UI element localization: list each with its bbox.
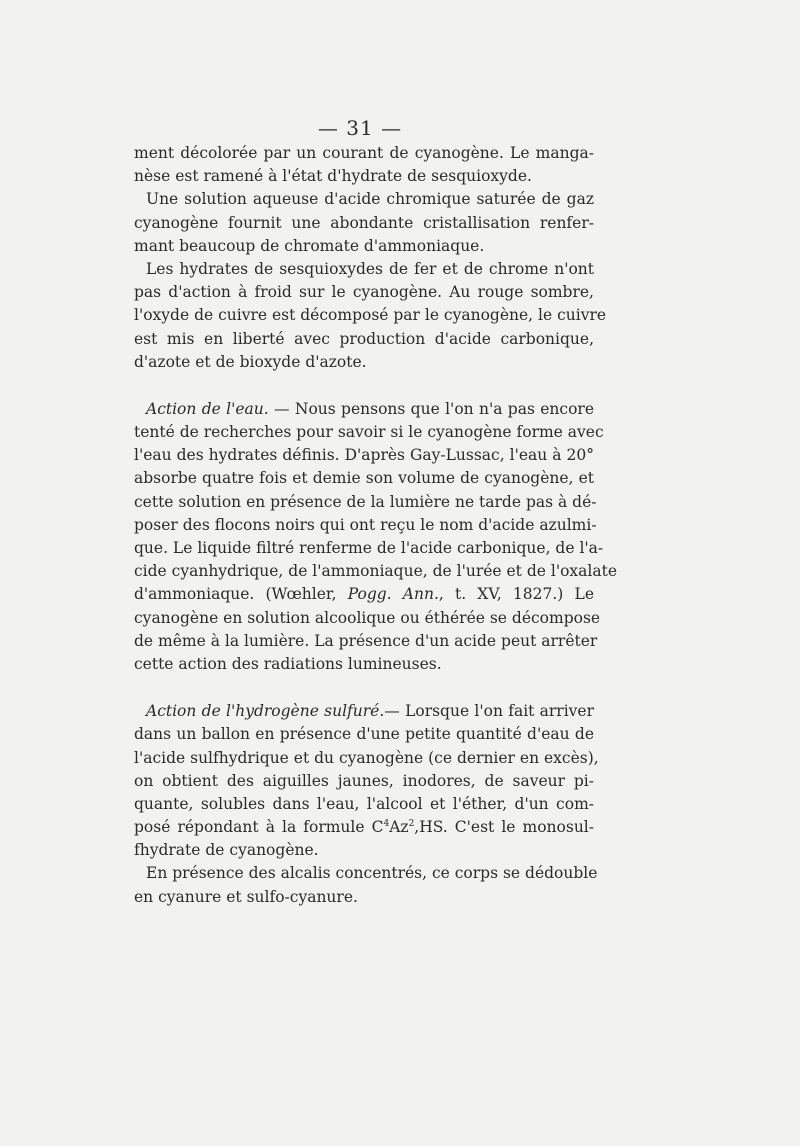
text-line: quante, solubles dans l'eau, l'alcool et l'éther, d'un com- <box>134 794 594 813</box>
text-line: cyanogène fournit une abondante cristallisation renfer- <box>134 213 594 232</box>
text-line: fhydrate de cyanogène. <box>134 841 319 860</box>
text-line: absorbe quatre fois et demie son volume de cyanogène, et <box>134 469 594 488</box>
journal-citation: Pogg. Ann. <box>347 585 439 604</box>
text-line <box>134 816 594 839</box>
text-line: dans un ballon en présence d'une petite quantité d'eau de <box>134 725 594 744</box>
text-line: cide cyanhydrique, de l'ammoniaque, de l'urée et de l'oxalate <box>134 562 617 581</box>
text-fragment: posé répondant à la formule C <box>134 818 384 837</box>
text-line: l'oxyde de cuivre est décomposé par le cyanogène, le cuivre <box>134 306 607 325</box>
paragraph-gap <box>134 374 594 398</box>
text-fragment: d'ammoniaque. (Wœhler, <box>134 585 348 604</box>
text-fragment: , t. XV, 1827.) Le <box>438 585 594 604</box>
text-line <box>134 583 594 606</box>
text-line: poser des flocons noirs qui ont reçu le nom d'acide azulmi- <box>134 515 597 534</box>
formula-fragment: Az <box>389 818 409 837</box>
text-line: En présence des alcalis concentrés, ce corps se dédouble <box>146 864 598 883</box>
text-line: de même à la lumière. La présence d'un acide peut arrêter <box>134 631 598 650</box>
formula-superscript: 4 <box>383 818 390 829</box>
text-line: Les hydrates de sesquioxydes de fer et de chrome n'ont <box>146 259 594 278</box>
text-fragment: ,HS. C'est le monosul- <box>414 818 594 837</box>
paragraph-gap <box>134 676 594 700</box>
page-number: — 31 — <box>317 116 403 140</box>
text-line: nèse est ramené à l'état d'hydrate de sesquioxyde. <box>134 167 532 186</box>
section-heading: Action de l'eau. <box>146 399 269 418</box>
text-line: que. Le liquide filtré renferme de l'acide carbonique, de l'a- <box>134 539 604 557</box>
body-text <box>134 142 617 909</box>
text-line: d'azote et de bioxyde d'azote. <box>134 352 367 371</box>
text-line: cette action des radiations lumineuses. <box>134 654 442 673</box>
text-line: en cyanure et sulfo-cyanure. <box>134 887 358 906</box>
text-line: mant beaucoup de chromate d'ammoniaque. <box>134 236 485 255</box>
section-heading: Action de l'hydrogène sulfuré. <box>146 702 385 721</box>
text-line: ment décolorée par un courant de cyanogène. Le manga- <box>134 144 594 162</box>
text-line: on obtient des aiguilles jaunes, inodores, de saveur pi- <box>134 771 594 790</box>
text-line <box>134 398 594 421</box>
text-line: Une solution aqueuse d'acide chromique saturée de gaz <box>146 190 594 209</box>
text-line: est mis en liberté avec production d'acide carbonique, <box>134 329 594 348</box>
text-fragment: — Nous pensons que l'on n'a pas encore <box>268 399 595 418</box>
text-line: l'eau des hydrates définis. D'après Gay-Lussac, l'eau à 20° <box>134 446 594 465</box>
text-line: cyanogène en solution alcoolique ou éthérée se décompose <box>134 608 601 627</box>
text-line: tenté de recherches pour savoir si le cyanogène forme avec <box>134 423 604 442</box>
text-line: pas d'action à froid sur le cyanogène. Au rouge sombre, <box>134 283 594 302</box>
text-fragment: — Lorsque l'on fait arriver <box>384 702 595 721</box>
text-line: l'acide sulfhydrique et du cyanogène (ce dernier en excès), <box>134 748 599 767</box>
formula-superscript: 2 <box>408 818 415 829</box>
text-line <box>134 700 594 723</box>
text-line: cette solution en présence de la lumière ne tarde pas à dé- <box>134 492 597 511</box>
